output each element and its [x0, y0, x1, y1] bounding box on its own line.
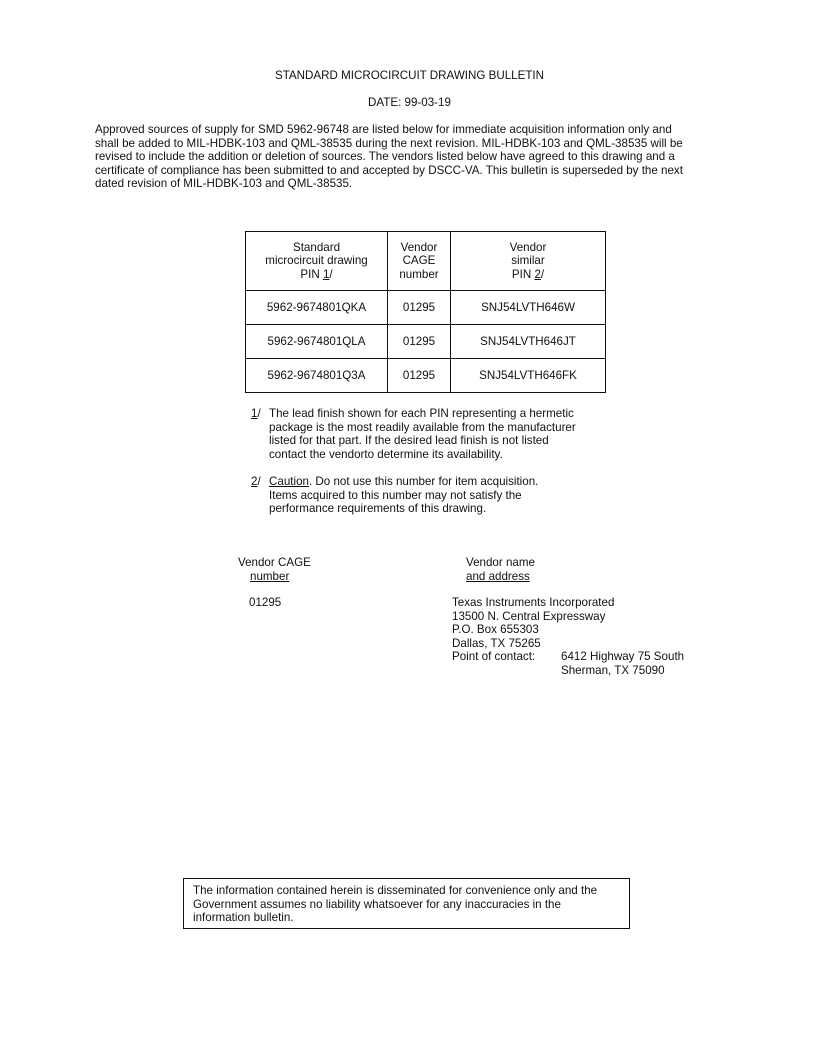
- header-smd-pin: [246, 232, 388, 291]
- disclaimer-line: Government assumes no liability whatsoever for any inaccuracies in the: [193, 897, 561, 911]
- contact-label: Point of contact:: [452, 650, 536, 664]
- bulletin-date: DATE: 99-03-19: [368, 96, 451, 109]
- disclaimer-line: information bulletin.: [193, 911, 294, 925]
- footnote-ref: 1: [322, 267, 330, 281]
- header-line: CAGE: [402, 254, 436, 268]
- bulletin-title: STANDARD MICROCIRCUIT DRAWING BULLETIN: [274, 69, 545, 82]
- footnote-marker: [251, 475, 261, 489]
- heading-underlined: and address: [466, 569, 530, 583]
- footnote-text: [269, 407, 609, 461]
- vendor-pin-cell: SNJ54LVTH646W: [451, 291, 606, 325]
- footnote-line: listed for that part. If the desired lead finish is not listed: [269, 434, 549, 448]
- header-vendor-cage: [388, 232, 451, 291]
- approved-sources-table: [245, 231, 606, 393]
- header-vendor-similar-pin: [451, 232, 606, 291]
- heading-line: [466, 570, 535, 584]
- footnote-line: The lead finish shown for each PIN representing a hermetic: [269, 407, 574, 420]
- footnote-line: contact the vendorto determine its availability.: [269, 447, 503, 461]
- disclaimer-box: [183, 878, 630, 929]
- vendor-pin-cell: SNJ54LVTH646JT: [451, 325, 606, 359]
- vendor-address: [452, 596, 742, 677]
- footnote-text: [269, 475, 609, 516]
- footnote-1: [251, 407, 611, 463]
- intro-paragraph: [95, 123, 725, 191]
- address-line: Dallas, TX 75265: [452, 636, 541, 650]
- cage-cell: 01295: [388, 359, 451, 393]
- footnote-marker: [251, 407, 261, 421]
- table-row: [246, 291, 606, 325]
- footnote-ref: 2: [251, 475, 258, 488]
- header-line: number: [399, 267, 439, 281]
- table-row: [246, 325, 606, 359]
- footnote-line: Items acquired to this number may not satisfy the: [269, 488, 522, 502]
- intro-line: dated revision of MIL-HDBK-103 and QML-38535.: [95, 177, 353, 191]
- footnote-slash: /: [329, 267, 333, 281]
- address-line: P.O. Box 655303: [452, 623, 539, 637]
- smd-pin-cell: 5962-9674801QKA: [246, 291, 388, 325]
- footnote-line: performance requirements of this drawing.: [269, 502, 487, 516]
- heading-line: Vendor name: [466, 556, 535, 569]
- header-line: similar: [511, 254, 545, 268]
- intro-line: revised to include the addition or deletion of sources. The vendors listed below have agreed to this drawing and a: [95, 150, 675, 164]
- table-row: [246, 359, 606, 393]
- smd-pin-cell: 5962-9674801Q3A: [246, 359, 388, 393]
- point-of-contact: [452, 650, 742, 677]
- heading-underlined: number: [250, 569, 290, 583]
- header-line: microcircuit drawing: [265, 254, 368, 268]
- heading-line: Vendor CAGE: [238, 556, 311, 569]
- vendor-cage-code: 01295: [249, 596, 282, 609]
- footnote-slash: /: [540, 267, 545, 281]
- intro-line: Approved sources of supply for SMD 5962-96748 are listed below for immediate acquisition information only and: [95, 123, 672, 136]
- caution-label: Caution: [269, 475, 309, 488]
- header-line: Vendor: [509, 240, 547, 254]
- header-line: Vendor: [400, 240, 438, 254]
- header-line: [451, 268, 605, 282]
- address-line: 13500 N. Central Expressway: [452, 609, 606, 623]
- footnote-2: [251, 475, 611, 517]
- heading-line: [238, 570, 311, 584]
- address-line: Texas Instruments Incorporated: [452, 596, 615, 609]
- header-line: [246, 268, 387, 282]
- header-line: Standard: [292, 240, 341, 254]
- contact-line: 6412 Highway 75 South: [561, 650, 685, 664]
- caution-text: . Do not use this number for item acquisition.: [308, 475, 539, 488]
- contact-address: [561, 650, 684, 677]
- smd-pin-cell: 5962-9674801QLA: [246, 325, 388, 359]
- disclaimer-line: The information contained herein is disseminated for convenience only and the: [193, 884, 598, 897]
- vendor-pin-cell: SNJ54LVTH646FK: [451, 359, 606, 393]
- vendor-cage-heading: [238, 556, 311, 583]
- header-text: PIN: [300, 267, 323, 281]
- footnote-line: package is the most readily available from the manufacturer: [269, 420, 576, 434]
- intro-line: shall be added to MIL-HDBK-103 and QML-38535 during the next revision. MIL-HDBK-103 and QML-38535 will be: [95, 136, 683, 150]
- table-header-row: [246, 232, 606, 291]
- cage-cell: 01295: [388, 325, 451, 359]
- footnote-ref: 1: [251, 407, 258, 420]
- header-text: PIN: [511, 267, 535, 281]
- footnote-slash: /: [257, 407, 261, 420]
- footnote-slash: /: [257, 475, 261, 488]
- footnote-ref: 2: [534, 267, 541, 281]
- intro-line: certificate of compliance has been submitted to and accepted by DSCC-VA. This bulletin is superseded by the next: [95, 163, 683, 177]
- footnote-line: [269, 475, 609, 489]
- cage-cell: 01295: [388, 291, 451, 325]
- vendor-name-heading: [466, 556, 535, 583]
- contact-line: Sherman, TX 75090: [561, 663, 665, 677]
